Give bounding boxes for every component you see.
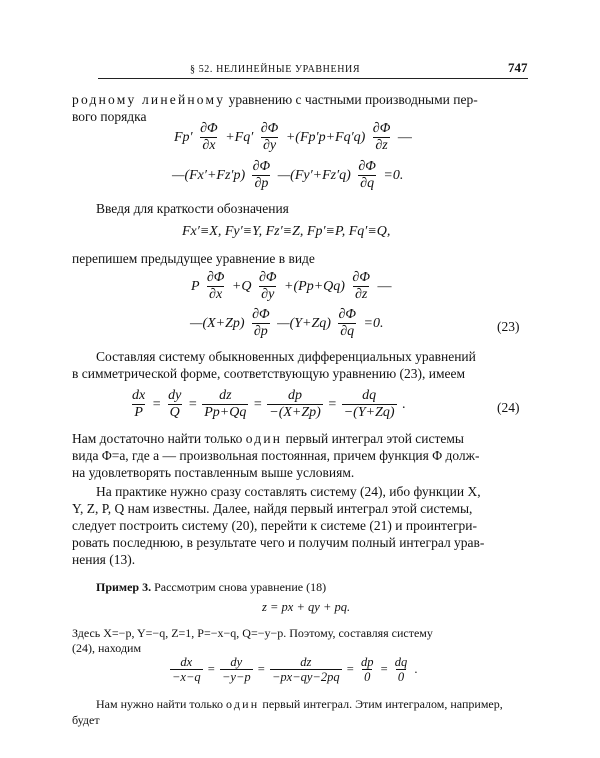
math-term: P	[191, 278, 200, 294]
equation-line	[168, 655, 418, 685]
text-span: уравнению с частными производными пер-	[225, 92, 478, 107]
denominator: ∂p	[254, 176, 269, 192]
fraction	[259, 121, 281, 154]
numerator: dp	[360, 655, 374, 669]
period: .	[414, 661, 418, 676]
example-label: Пример 3.	[96, 580, 152, 594]
numerator: dz	[300, 655, 312, 669]
denominator: −px−qy−2pq	[271, 670, 340, 685]
example-heading	[96, 580, 326, 595]
equals-sign: =	[152, 396, 161, 412]
fraction	[359, 655, 376, 685]
math-term: —	[377, 278, 392, 294]
math-term: +Fq′	[225, 129, 254, 145]
fraction	[250, 307, 272, 340]
fraction	[270, 655, 342, 685]
fraction	[342, 388, 397, 421]
denominator: ∂q	[340, 324, 355, 340]
fraction	[205, 270, 227, 303]
fraction	[267, 388, 323, 421]
math-term: —	[397, 129, 412, 145]
paragraph-line: ровать последнюю, в результате чего и получим полный интеграл урав-	[72, 535, 485, 550]
denominator: ∂q	[360, 176, 375, 192]
equation-line	[128, 388, 406, 421]
paragraph-line: (24), находим	[72, 641, 142, 655]
numerator: ∂Φ	[358, 159, 376, 174]
spaced-text: один	[226, 697, 260, 711]
denominator: Pp+Qq	[204, 405, 247, 421]
page-number: 747	[508, 60, 528, 75]
paragraph-line: перепишем предыдущее уравнение в виде	[72, 251, 315, 266]
equation-number: (23)	[497, 319, 520, 334]
text-span: Нам нужно найти только	[96, 697, 227, 711]
denominator: 0	[364, 670, 371, 685]
example-equation: z = px + qy + pq.	[262, 600, 351, 614]
math-term: —(X+Zp)	[190, 315, 245, 331]
denominator: −(Y+Zq)	[343, 405, 395, 421]
numerator: dx	[180, 655, 193, 669]
denominator: Q	[169, 405, 180, 421]
equation-number: (24)	[497, 400, 520, 415]
numerator: ∂Φ	[252, 159, 271, 174]
notation-line: Fx′≡X, Fy′≡Y, Fz′≡Z, Fp′≡P, Fq′≡Q,	[182, 224, 391, 239]
math-term: —(Fx′+Fz′p)	[172, 167, 246, 183]
paragraph-line	[72, 92, 478, 108]
numerator: ∂Φ	[200, 121, 218, 136]
denominator: −x−q	[172, 670, 201, 685]
numerator: dp	[288, 388, 303, 403]
denominator: ∂z	[355, 287, 368, 303]
fraction	[220, 655, 253, 685]
denominator: ∂p	[253, 324, 268, 340]
fraction	[371, 121, 393, 154]
denominator: ∂y	[261, 287, 275, 303]
paragraph-line: на удовлетворять поставленным выше условиям.	[72, 465, 355, 480]
numerator: ∂Φ	[260, 121, 279, 136]
paragraph-line: На практике нужно сразу составлять систему (24), ибо функции X,	[96, 484, 481, 499]
header-rule	[98, 78, 528, 79]
numerator: dq	[362, 388, 377, 403]
fraction	[393, 655, 410, 685]
text-span: Нам достаточно найти только	[72, 431, 246, 446]
equation-line	[191, 270, 392, 303]
text-span: первый интеграл. Этим интегралом, например,	[259, 697, 503, 711]
numerator: dy	[230, 655, 243, 669]
fraction	[336, 307, 358, 340]
paragraph-line: следует построить систему (20), перейти к системе (21) и проинтегри-	[72, 518, 477, 533]
equals-sign: =	[188, 396, 197, 412]
numerator: dx	[132, 388, 146, 403]
math-term: Fp′	[174, 129, 193, 145]
numerator: ∂Φ	[258, 270, 277, 285]
numerator: ∂Φ	[352, 270, 370, 285]
denominator: ∂x	[202, 138, 216, 154]
math-term: —(Y+Zq)	[277, 315, 331, 331]
text-span: первый интеграл этой системы	[282, 431, 465, 446]
spaced-text: родному линейному	[72, 92, 226, 107]
paragraph-line: Y, Z, P, Q нам известны. Далее, найдя первый интеграл этой системы,	[72, 501, 473, 516]
numerator: dq	[394, 655, 408, 669]
equals-sign: =	[346, 661, 354, 676]
spaced-text: один	[245, 431, 283, 446]
math-term: —(Fy′+Fz′q)	[277, 167, 351, 183]
denominator: ∂z	[375, 138, 388, 154]
denominator: ∂x	[209, 287, 223, 303]
equation-line	[174, 121, 412, 154]
paragraph-line: нения (13).	[72, 552, 136, 567]
math-term: +(Pp+Qq)	[284, 278, 345, 294]
equals-sign: =	[207, 661, 215, 676]
paragraph-line: в симметрической форме, соответствующую уравнению (23), имеем	[72, 366, 466, 381]
math-term: +Q	[231, 278, 252, 294]
math-term: =0.	[363, 315, 384, 331]
paragraph-line: вида Φ=a, где a — произвольная постоянная, причем функция Φ долж-	[72, 448, 480, 463]
equation-line	[190, 307, 383, 340]
equals-sign: =	[253, 396, 262, 412]
fraction	[202, 388, 248, 421]
fraction	[251, 159, 273, 192]
numerator: dy	[168, 388, 182, 403]
paragraph-line	[96, 697, 503, 712]
math-term: +(Fp′p+Fq′q)	[285, 129, 366, 145]
fraction	[198, 121, 220, 154]
text-span: Рассмотрим снова уравнение (18)	[151, 580, 327, 594]
running-header-title: § 52. НЕЛИНЕЙНЫЕ УРАВНЕНИЯ	[190, 64, 361, 75]
numerator: ∂Φ	[338, 307, 357, 322]
denominator: −(X+Zp)	[269, 405, 321, 421]
numerator: ∂Φ	[206, 270, 225, 285]
equation-line	[172, 159, 403, 192]
numerator: ∂Φ	[252, 307, 270, 322]
math-term: =0.	[383, 167, 404, 183]
fraction	[356, 159, 378, 192]
equals-sign: =	[257, 661, 265, 676]
fraction	[350, 270, 372, 303]
numerator: dz	[219, 388, 232, 403]
paragraph-line: Введя для краткости обозначения	[96, 201, 289, 216]
denominator: −y−p	[221, 670, 251, 685]
fraction	[130, 388, 147, 421]
numerator: ∂Φ	[372, 121, 391, 136]
fraction	[170, 655, 203, 685]
denominator: P	[134, 405, 143, 421]
fraction	[257, 270, 279, 303]
paragraph-line: Составляя систему обыкновенных дифференциальных уравнений	[96, 349, 476, 364]
paragraph-line: будет	[72, 713, 100, 727]
equals-sign: =	[328, 396, 337, 412]
paragraph-line: вого порядка	[72, 109, 147, 124]
denominator: 0	[397, 670, 405, 685]
denominator: ∂y	[262, 138, 277, 154]
equals-sign: =	[380, 661, 388, 676]
fraction	[166, 388, 183, 421]
paragraph-line: Здесь X=−p, Y=−q, Z=1, P=−x−q, Q=−y−p. Поэтому, составляя систему	[72, 626, 433, 640]
paragraph-line	[72, 431, 464, 447]
period: .	[402, 396, 406, 412]
